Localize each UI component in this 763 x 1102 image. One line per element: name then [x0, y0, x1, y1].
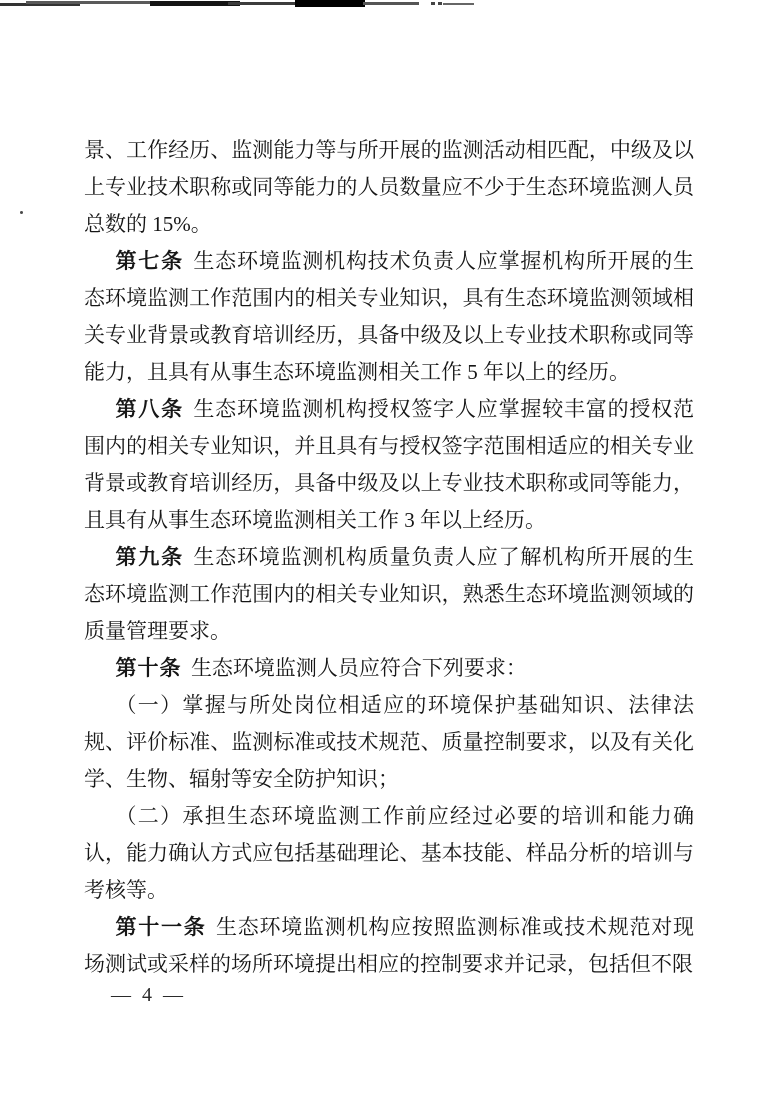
paragraph-text: 生态环境监测机构技术负责人应掌握机构所开展的生态环境监测工作范围内的相关专业知识，具有生态环境监测领域相关专业背景或教育培训经历，具备中级及以上专业技术职称或同等能力，且具有从事生态环境监测相关工作 5 年以上的经历。 [84, 249, 695, 384]
scan-artifact-line [150, 1, 240, 6]
article-11-label: 第十一条 [115, 916, 207, 939]
article-7-label: 第七条 [115, 250, 184, 273]
paragraph-article-9 [84, 539, 694, 650]
paragraph-text: 景、工作经历、监测能力等与所开展的监测活动相匹配，中级及以上专业技术职称或同等能力的人员数量应不少于生态环境监测人员总数的 15%。 [84, 138, 694, 236]
paragraph-article-11 [84, 909, 694, 983]
paragraph-text: （二）承担生态环境监测工作前应经过必要的培训和能力确认，能力确认方式应包括基础理论、基本技能、样品分析的培训与考核等。 [84, 804, 694, 902]
document-body [84, 132, 694, 983]
article-10-label: 第十条 [115, 657, 182, 680]
article-8-label: 第八条 [115, 398, 184, 421]
paragraph-text: 生态环境监测机构授权签字人应掌握较丰富的授权范围内的相关专业知识，并且具有与授权签字范围相适应的相关专业背景或教育培训经历，具备中级及以上专业技术职称或同等能力，且具有从事生态环境监测相关工作 3 年以上经历。 [84, 397, 695, 532]
scan-artifact-line [300, 0, 364, 6]
scan-artifact-line [443, 3, 474, 5]
paragraph-item-1 [84, 687, 694, 798]
paragraph-item-2 [84, 798, 694, 909]
scan-artifact-line [363, 2, 419, 5]
paragraph-text: 生态环境监测人员应符合下列要求： [190, 656, 527, 680]
scan-speck [20, 211, 23, 214]
paragraph-text: 生态环境监测机构质量负责人应了解机构所开展的生态环境监测工作范围内的相关专业知识，熟悉生态环境监测领域的质量管理要求。 [84, 545, 695, 643]
scan-artifact-line [438, 2, 442, 5]
article-9-label: 第九条 [115, 546, 184, 569]
scan-artifact-line [431, 2, 435, 5]
paragraph-article-7 [84, 243, 694, 391]
paragraph-text: （一）掌握与所处岗位相适应的环境保护基础知识、法律法规、评价标准、监测标准或技术规范、质量控制要求，以及有关化学、生物、辐射等安全防护知识； [84, 693, 694, 791]
paragraph-article-8 [84, 391, 694, 539]
paragraph-article-10 [84, 650, 694, 687]
paragraph-text: 生态环境监测机构应按照监测标准或技术规范对现场测试或采样的场所环境提出相应的控制要求并记录，包括但不限 [84, 915, 695, 976]
scan-artifact-line [26, 1, 151, 4]
page-number: — 4 — [111, 984, 186, 1006]
paragraph-intro-continuation [84, 132, 694, 243]
